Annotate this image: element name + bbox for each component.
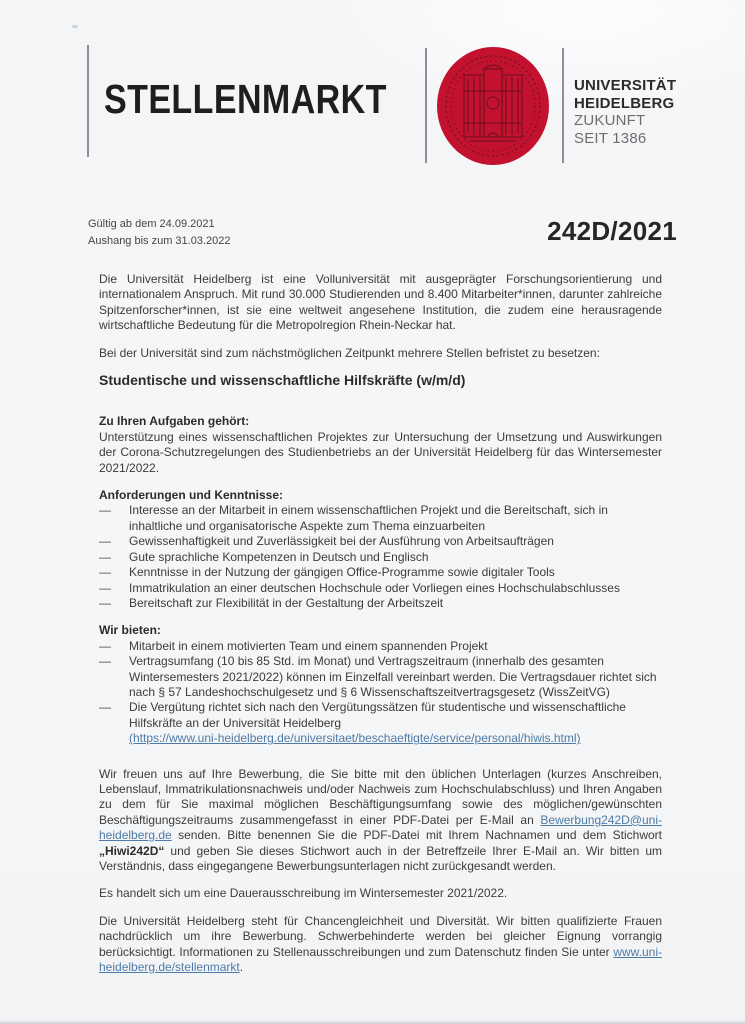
list-dash: — xyxy=(99,595,111,610)
application-text-before-email: Wir freuen uns auf Ihre Bewerbung, die Sie bitte mit den üblichen Unterlagen (kurzes Anschreiben, Lebenslauf, Immatrikulationsnachweis und/oder Nachweis zum Hochschulabschluss) und Ihren Angaben zu dem für Sie maximal möglichen Beschäftigungsumfang sowie des möglichen/gewünschten Beschäftigungszeitraums zusammengefasst in einer PDF-Datei per E-Mail an xyxy=(99,766,662,827)
list-item xyxy=(99,700,662,746)
list-item xyxy=(99,596,662,611)
wordmark-line-2: HEIDELBERG xyxy=(574,94,675,112)
application-text-after-email: senden. Bitte benennen Sie die PDF-Datei mit Ihrem Nachnamen und dem Stichwort xyxy=(171,828,662,843)
university-wordmark xyxy=(574,77,676,147)
list-dash: — xyxy=(99,700,111,715)
document-body xyxy=(99,272,662,987)
requirement-text: Gute sprachliche Kompetenzen in Deutsch und Englisch xyxy=(129,549,429,564)
requirement-text: Kenntnisse in der Nutzung der gängigen Office-Programme sowie digitaler Tools xyxy=(129,565,555,580)
wordmark-line-1: UNIVERSITÄT xyxy=(574,77,677,94)
equality-paragraph xyxy=(99,914,662,976)
list-dash: — xyxy=(99,565,111,580)
list-item xyxy=(99,534,662,549)
scan-artifact xyxy=(72,25,78,28)
requirements-list xyxy=(99,503,662,611)
application-email-link[interactable]: Bewerbung242D@uni-heidelberg.de xyxy=(99,812,662,843)
section-gap xyxy=(99,759,662,767)
title-divider-rule xyxy=(87,45,89,157)
application-keyword: „Hiwi242D“ xyxy=(99,843,165,858)
offer-text: Die Vergütung richtet sich nach den Vergütungssätzen für studentische und wissenschaftliche Hilfskräfte an der Universität Heidelberg xyxy=(129,700,626,730)
tasks-paragraph: Unterstützung eines wissenschaftlichen Projektes zur Untersuchung der Umsetzung und Auswirkungen der Corona-Schutzregelungen des Studienbetriebs an der Universität Heidelberg für das Wintersemester 2021/2022. xyxy=(99,429,662,475)
equality-text: Die Universität Heidelberg steht für Chancengleichheit und Diversität. Wir bitten qualifizierte Frauen nachdrücklich um ihre Bewerbung. Schwerbehinderte werden bei gleicher Eignung vorrangig berücksichtigt. Informationen zu Stellenausschreibungen und zum Datenschutz finden Sie unter xyxy=(99,913,662,959)
position-title: Studentische und wissenschaftliche Hilfskräfte (w/m/d) xyxy=(99,372,466,389)
positions-available-line: Bei der Universität sind zum nächstmöglichen Zeitpunkt mehrere Stellen befristet zu besetzen: xyxy=(99,345,600,360)
list-dash: — xyxy=(99,638,111,653)
application-paragraph xyxy=(99,767,662,875)
offer-text-with-link xyxy=(129,700,662,746)
application-text-after-keyword: und geben Sie dieses Stichwort auch in der Betreffzeile Ihrer E-Mail an. Wir bitten um Verständnis, dass eingegangene Bewerbungsunterlagen nicht zurückgesandt werden. xyxy=(99,843,662,873)
list-dash: — xyxy=(99,654,111,669)
list-dash: — xyxy=(99,534,111,549)
valid-from-date: Gültig ab dem 24.09.2021 xyxy=(88,218,215,230)
continuous-posting-note: Es handelt sich um eine Dauerausschreibung im Wintersemester 2021/2022. xyxy=(99,886,508,901)
stellenmarkt-link[interactable]: www.uni-heidelberg.de/stellenmarkt xyxy=(99,944,662,975)
reference-number: 242D/2021 xyxy=(547,216,677,246)
offer-text: Mitarbeit in einem motivierten Team und einem spannenden Projekt xyxy=(129,638,488,653)
list-item xyxy=(99,654,662,700)
wordmark-line-4: SEIT 1386 xyxy=(574,129,647,147)
posted-until-date: Aushang bis zum 31.03.2022 xyxy=(88,234,231,247)
hiwi-rates-link[interactable]: (https://www.uni-heidelberg.de/universitaet/beschaeftigte/service/personal/hiwis.html) xyxy=(129,731,581,746)
validity-dates xyxy=(88,216,231,249)
offer-heading: Wir bieten: xyxy=(99,623,161,638)
equality-period: . xyxy=(239,960,244,975)
list-item xyxy=(99,550,662,565)
list-dash: — xyxy=(99,549,111,564)
list-item xyxy=(99,565,662,580)
wordmark-line-3: ZUKUNFT xyxy=(574,112,646,129)
list-item xyxy=(99,639,662,654)
list-item xyxy=(99,581,662,596)
seal-divider-left xyxy=(425,48,427,163)
requirement-text: Bereitschaft zur Flexibilität in der Gestaltung der Arbeitszeit xyxy=(129,595,444,610)
requirement-text: Gewissenhaftigkeit und Zuverlässigkeit bei der Ausführung von Arbeitsaufträgen xyxy=(129,534,554,549)
list-item xyxy=(99,503,662,534)
list-dash: — xyxy=(99,503,111,518)
list-dash: — xyxy=(99,580,111,595)
page-title: STELLENMARKT xyxy=(104,76,387,122)
requirement-text: Interesse an der Mitarbeit in einem wissenschaftlichen Projekt und die Bereitschaft, sich in inhaltliche und organisatorische Aspekte zum Thema einzuarbeiten xyxy=(129,503,608,533)
requirement-text: Immatrikulation an einer deutschen Hochschule oder Vorliegen eines Hochschulabschlusses xyxy=(129,580,620,595)
requirements-heading: Anforderungen und Kenntnisse: xyxy=(99,488,283,503)
university-seal-icon xyxy=(434,45,552,167)
offer-list xyxy=(99,639,662,747)
seal-divider-right xyxy=(562,48,564,163)
intro-paragraph: Die Universität Heidelberg ist eine Volluniversität mit ausgeprägter Forschungsorientierung und internationalem Anspruch. Mit rund 30.000 Studierenden und 8.400 Mitarbeiter*innen, darunter zahlreiche Spitzenforscher*innen, ist sie eine weltweit angesehene Institution, die zudem eine herausragende wirtschaftliche Bedeutung für die Metropolregion Rhein-Neckar hat. xyxy=(99,272,662,333)
tasks-heading: Zu Ihren Aufgaben gehört: xyxy=(99,414,250,429)
offer-text: Vertragsumfang (10 bis 85 Std. im Monat) und Vertragszeitraum (innerhalb des gesamten Wintersemesters 2021/2022) können im Einzelfall vereinbart werden. Die Vertragsdauer richtet sich nach § 57 Landeshochschulgesetz und § 6 Wissenschaftszeitvertragsgesetz (WissZeitVG) xyxy=(129,654,657,699)
